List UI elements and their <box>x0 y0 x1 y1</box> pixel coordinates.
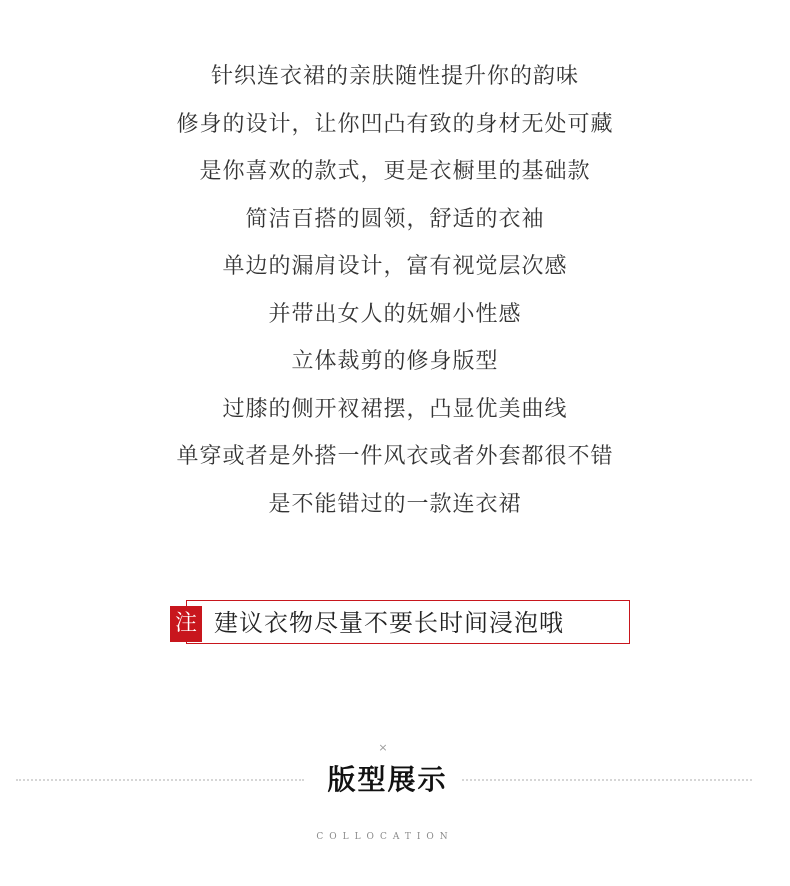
description-line: 单边的漏肩设计，富有视觉层次感 <box>222 254 568 279</box>
description-line: 修身的设计，让你凹凸有致的身材无处可藏 <box>176 111 614 137</box>
cross-icon: × <box>378 741 388 754</box>
description-line: 立体裁剪的修身版型 <box>291 349 499 374</box>
dotted-divider-left <box>16 779 304 781</box>
section-subtitle: COLLOCATION <box>316 832 454 842</box>
section-title: 版型展示 <box>327 763 448 796</box>
description-line: 简洁百搭的圆领，舒适的衣袖 <box>245 206 545 232</box>
section-header <box>0 740 790 860</box>
description-line: 是不能错过的一款连衣裙 <box>268 491 522 517</box>
description-line: 针织连衣裙的亲肤随性提升你的韵味 <box>210 64 579 89</box>
description-line: 并带出女人的妩媚小性感 <box>268 301 522 327</box>
description-line: 过膝的侧开衩裙摆，凸显优美曲线 <box>222 396 568 422</box>
note-text: 建议衣物尽量不要长时间浸泡哦 <box>214 609 564 637</box>
care-note <box>170 600 630 644</box>
product-description <box>0 57 790 532</box>
description-line: 是你喜欢的款式，更是衣橱里的基础款 <box>199 159 591 184</box>
description-line: 单穿或者是外搭一件风衣或者外套都很不错 <box>176 444 614 469</box>
dotted-divider-right <box>462 779 752 781</box>
note-tag: 注 <box>170 606 202 642</box>
